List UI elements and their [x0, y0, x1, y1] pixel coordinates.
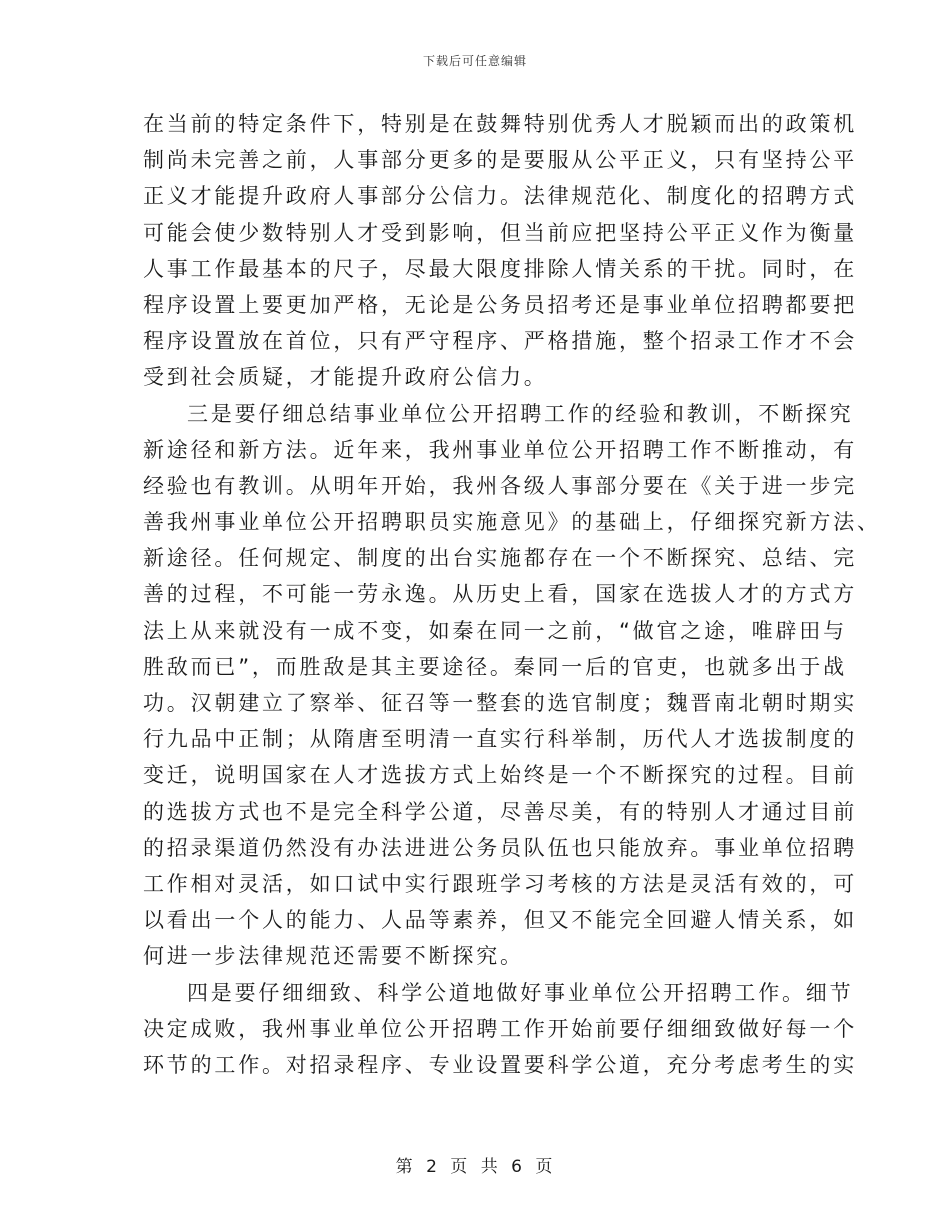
text-line: 在当前的特定条件下，特别是在鼓舞特别优秀人才脱颖而出的政策机: [143, 112, 857, 136]
document-body: [143, 106, 881, 1083]
text-line: 受到社会质疑，才能提升政府公信力。: [143, 365, 548, 390]
paragraph-start-line: 三是要仔细总结事业单位公开招聘工作的经验和教训，不断探究: [187, 401, 854, 426]
text-line: 环节的工作。对招录程序、专业设置要科学公道，充分考虑考生的实: [143, 1052, 857, 1077]
text-line: 以看出一个人的能力、人品等素养，但又不能完全回避人情关系，如: [143, 908, 857, 933]
text-line: 何进一步法律规范还需要不断探究。: [143, 944, 524, 969]
page-number-footer: 第 2 页 共 6 页: [395, 1157, 555, 1177]
text-line: 制尚未完善之前，人事部分更多的是要服从公平正义，只有坚持公平: [143, 148, 857, 173]
text-line: 新途径。任何规定、制度的出台实施都存在一个不断探究、总结、完: [143, 546, 857, 571]
text-line: 新途径和新方法。近年来，我州事业单位公开招聘工作不断推动，有: [143, 437, 857, 462]
text-line: 的选拔方式也不是完全科学公道，尽善尽美，有的特别人才通过目前: [143, 799, 857, 824]
paragraph-start-line: 四是要仔细细致、科学公道地做好事业单位公开招聘工作。细节: [187, 980, 854, 1005]
text-line: 胜敌而已”，而胜敌是其主要途径。秦同一后的官吏，也就多出于战: [143, 654, 847, 679]
text-line: 善的过程，不可能一劳永逸。从历史上看，国家在选拔人才的方式方: [143, 582, 857, 607]
text-line: 的招录渠道仍然没有办法进进公务员队伍也只能放弃。事业单位招聘: [143, 835, 857, 860]
text-line: 人事工作最基本的尺子，尽最大限度排除人情关系的干扰。同时，在: [143, 256, 857, 281]
text-line: 法上从来就没有一成不变，如秦在同一之前，“做官之途，唯辟田与: [143, 618, 847, 643]
text-line: 工作相对灵活，如口试中实行跟班学习考核的方法是灵活有效的，可: [143, 871, 857, 896]
text-line: 功。汉朝建立了察举、征召等一整套的选官制度；魏晋南北朝时期实: [143, 691, 857, 715]
page-header: 下载后可任意编辑: [422, 54, 527, 68]
text-line: 可能会使少数特别人才受到影响，但当前应把坚持公平正义作为衡量: [143, 220, 857, 245]
text-line: 程序设置上要更加严格，无论是公务员招考还是事业单位招聘都要把: [143, 292, 857, 317]
text-line: 善我州事业单位公开招聘职员实施意见》的基础上，仔细探究新方法、: [143, 510, 881, 535]
text-line: 程序设置放在首位，只有严守程序、严格措施，整个招录工作才不会: [143, 329, 857, 354]
text-line: 变迁，说明国家在人才选拔方式上始终是一个不断探究的过程。目前: [143, 763, 857, 788]
text-line: 正义才能提升政府人事部分公信力。法律规范化、制度化的招聘方式: [143, 184, 857, 209]
text-line: 行九品中正制；从隋唐至明清一直实行科举制，历代人才选拔制度的: [143, 727, 857, 752]
text-line: 决定成败，我州事业单位公开招聘工作开始前要仔细细致做好每一个: [143, 1016, 857, 1041]
text-line: 经验也有教训。从明年开始，我州各级人事部分要在《关于进一步完: [143, 473, 857, 498]
